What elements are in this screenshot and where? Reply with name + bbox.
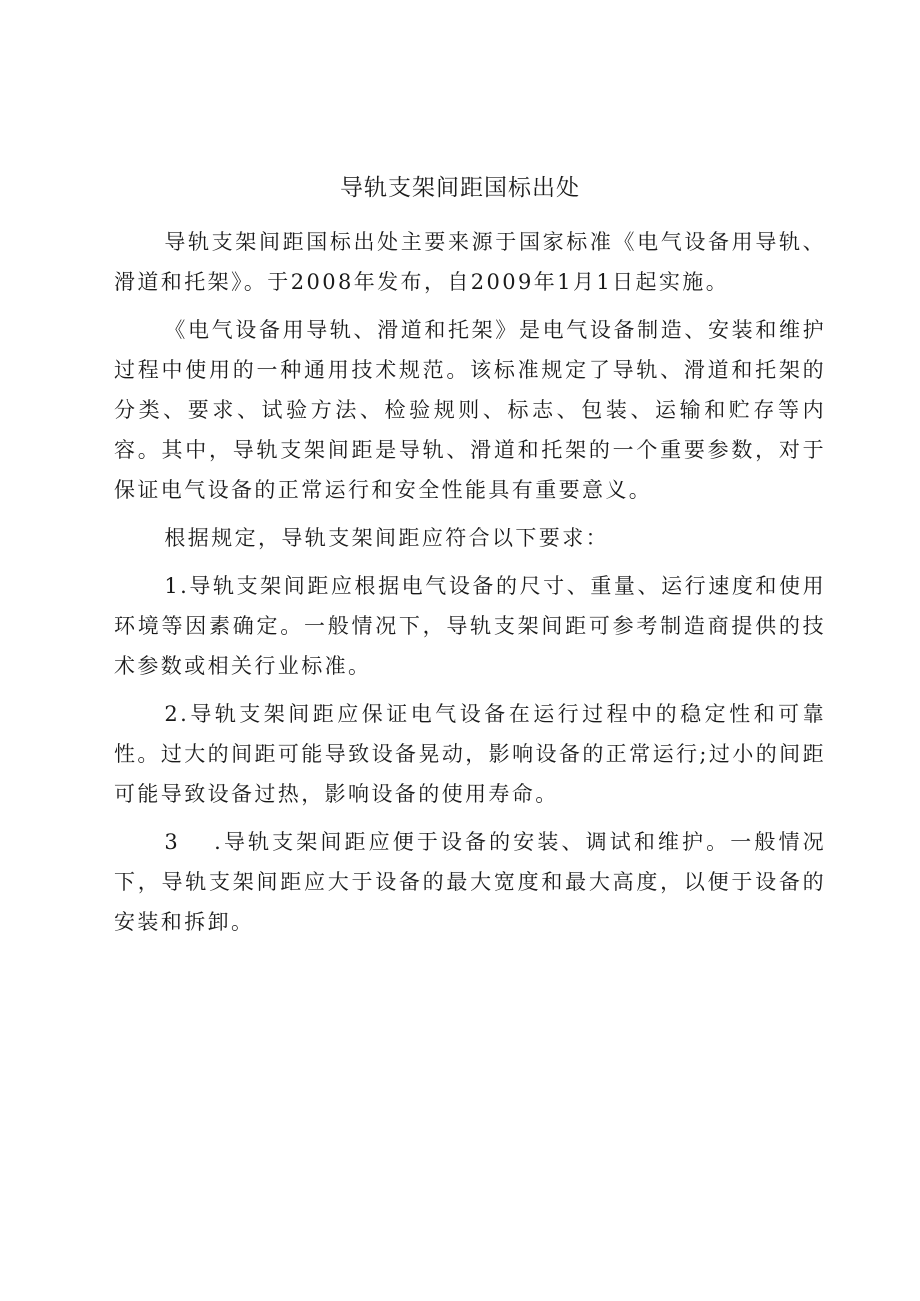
requirement-item-1 <box>114 566 826 686</box>
paragraph-requirements-intro: 根据规定，导轨支架间距应符合以下要求： <box>164 526 609 550</box>
requirement-item-2 <box>114 694 826 814</box>
requirement-text-3: .导轨支架间距应便于设备的安装、调试和维护。一般情况下，导轨支架间距应大于设备的最大宽度和最大高度，以便于设备的安装和拆卸。 <box>114 830 826 934</box>
document-body <box>114 222 826 942</box>
requirement-text-2: .导轨支架间距应保证电气设备在运行过程中的稳定性和可靠性。过大的间距可能导致设备晃动，影响设备的正常运行;过小的间距可能导致设备过热，影响设备的使用寿命。 <box>114 702 826 806</box>
requirement-number-1: 1 <box>164 574 181 598</box>
paragraph-source: 导轨支架间距国标出处主要来源于国家标准《电气设备用导轨、滑道和托架》。于2008年发布，自2009年1月1日起实施。 <box>114 230 826 294</box>
requirement-text-1: .导轨支架间距应根据电气设备的尺寸、重量、运行速度和使用环境等因素确定。一般情况下，导轨支架间距可参考制造商提供的技术参数或相关行业标准。 <box>114 574 826 678</box>
requirement-number-2: 2 <box>164 702 181 726</box>
requirement-item-3 <box>114 822 826 942</box>
document-title: 导轨支架间距国标出处 <box>340 175 580 201</box>
paragraph-standard-description: 《电气设备用导轨、滑道和托架》是电气设备制造、安装和维护过程中使用的一种通用技术规范。该标准规定了导轨、滑道和托架的分类、要求、试验方法、检验规则、标志、包装、运输和贮存等内容。其中，导轨支架间距是导轨、滑道和托架的一个重要参数，对于保证电气设备的正常运行和安全性能具有重要意义。 <box>114 318 826 502</box>
requirement-number-3: 3 <box>164 830 181 854</box>
